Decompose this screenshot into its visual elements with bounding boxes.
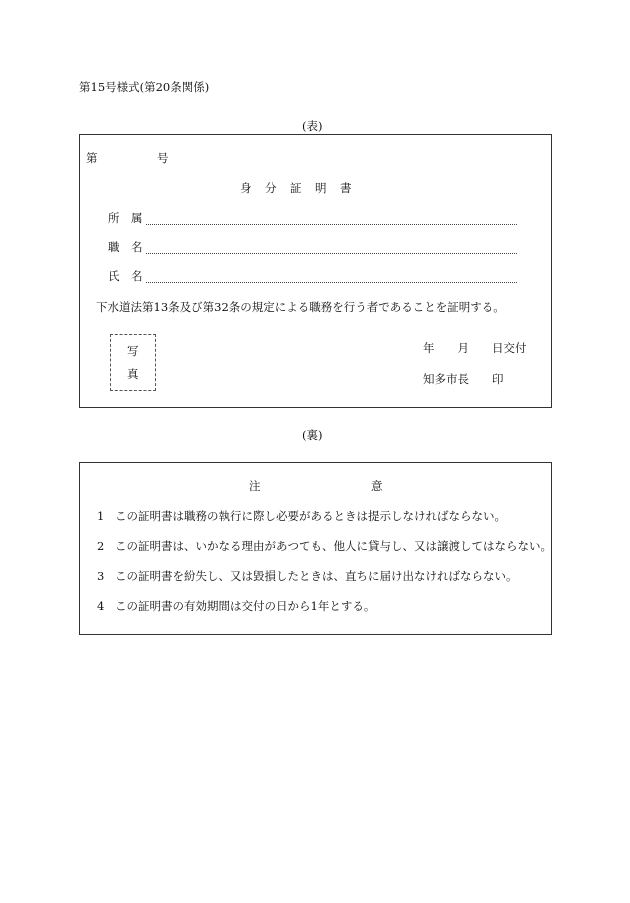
note-number-1: 1 — [97, 509, 105, 523]
note-number-2: 2 — [97, 539, 105, 553]
field-label-position: 職 名 — [108, 240, 143, 254]
note-text-4: この証明書の有効期間は交付の日から1年とする。 — [115, 599, 376, 613]
number-suffix: 号 — [157, 151, 169, 165]
issue-date-line: 年 月 日交付 — [423, 341, 527, 355]
field-line-name — [146, 282, 517, 283]
number-label: 第 — [86, 151, 98, 165]
certificate-heading: 身 分 証 明 書 — [240, 181, 353, 195]
field-line-position — [146, 253, 517, 254]
note-text-3: この証明書を紛失し、又は毀損したときは、直ちに届け出なければならない。 — [115, 569, 518, 583]
field-label-affiliation: 所 属 — [108, 211, 143, 225]
notes-heading-left: 注 — [249, 479, 261, 493]
form-title: 第15号様式(第20条関係) — [79, 80, 210, 94]
certification-statement: 下水道法第13条及び第32条の規定による職務を行う者であることを証明する。 — [96, 300, 505, 314]
field-label-name: 氏 名 — [108, 269, 143, 283]
note-text-1: この証明書は職務の執行に際し必要があるときは提示しなければならない。 — [115, 509, 506, 523]
front-caption: (表) — [302, 119, 323, 133]
note-number-4: 4 — [97, 599, 105, 613]
issuer-line: 知多市長 印 — [423, 372, 504, 386]
photo-label-2: 真 — [127, 367, 139, 381]
back-caption: (裏) — [302, 428, 323, 442]
photo-label-1: 写 — [127, 344, 139, 358]
field-line-affiliation — [146, 224, 517, 225]
note-number-3: 3 — [97, 569, 105, 583]
photo-box — [110, 334, 156, 391]
note-text-2: この証明書は、いかなる理由があつても、他人に貸与し、又は譲渡してはならない。 — [115, 539, 552, 553]
notes-heading-right: 意 — [371, 479, 383, 493]
